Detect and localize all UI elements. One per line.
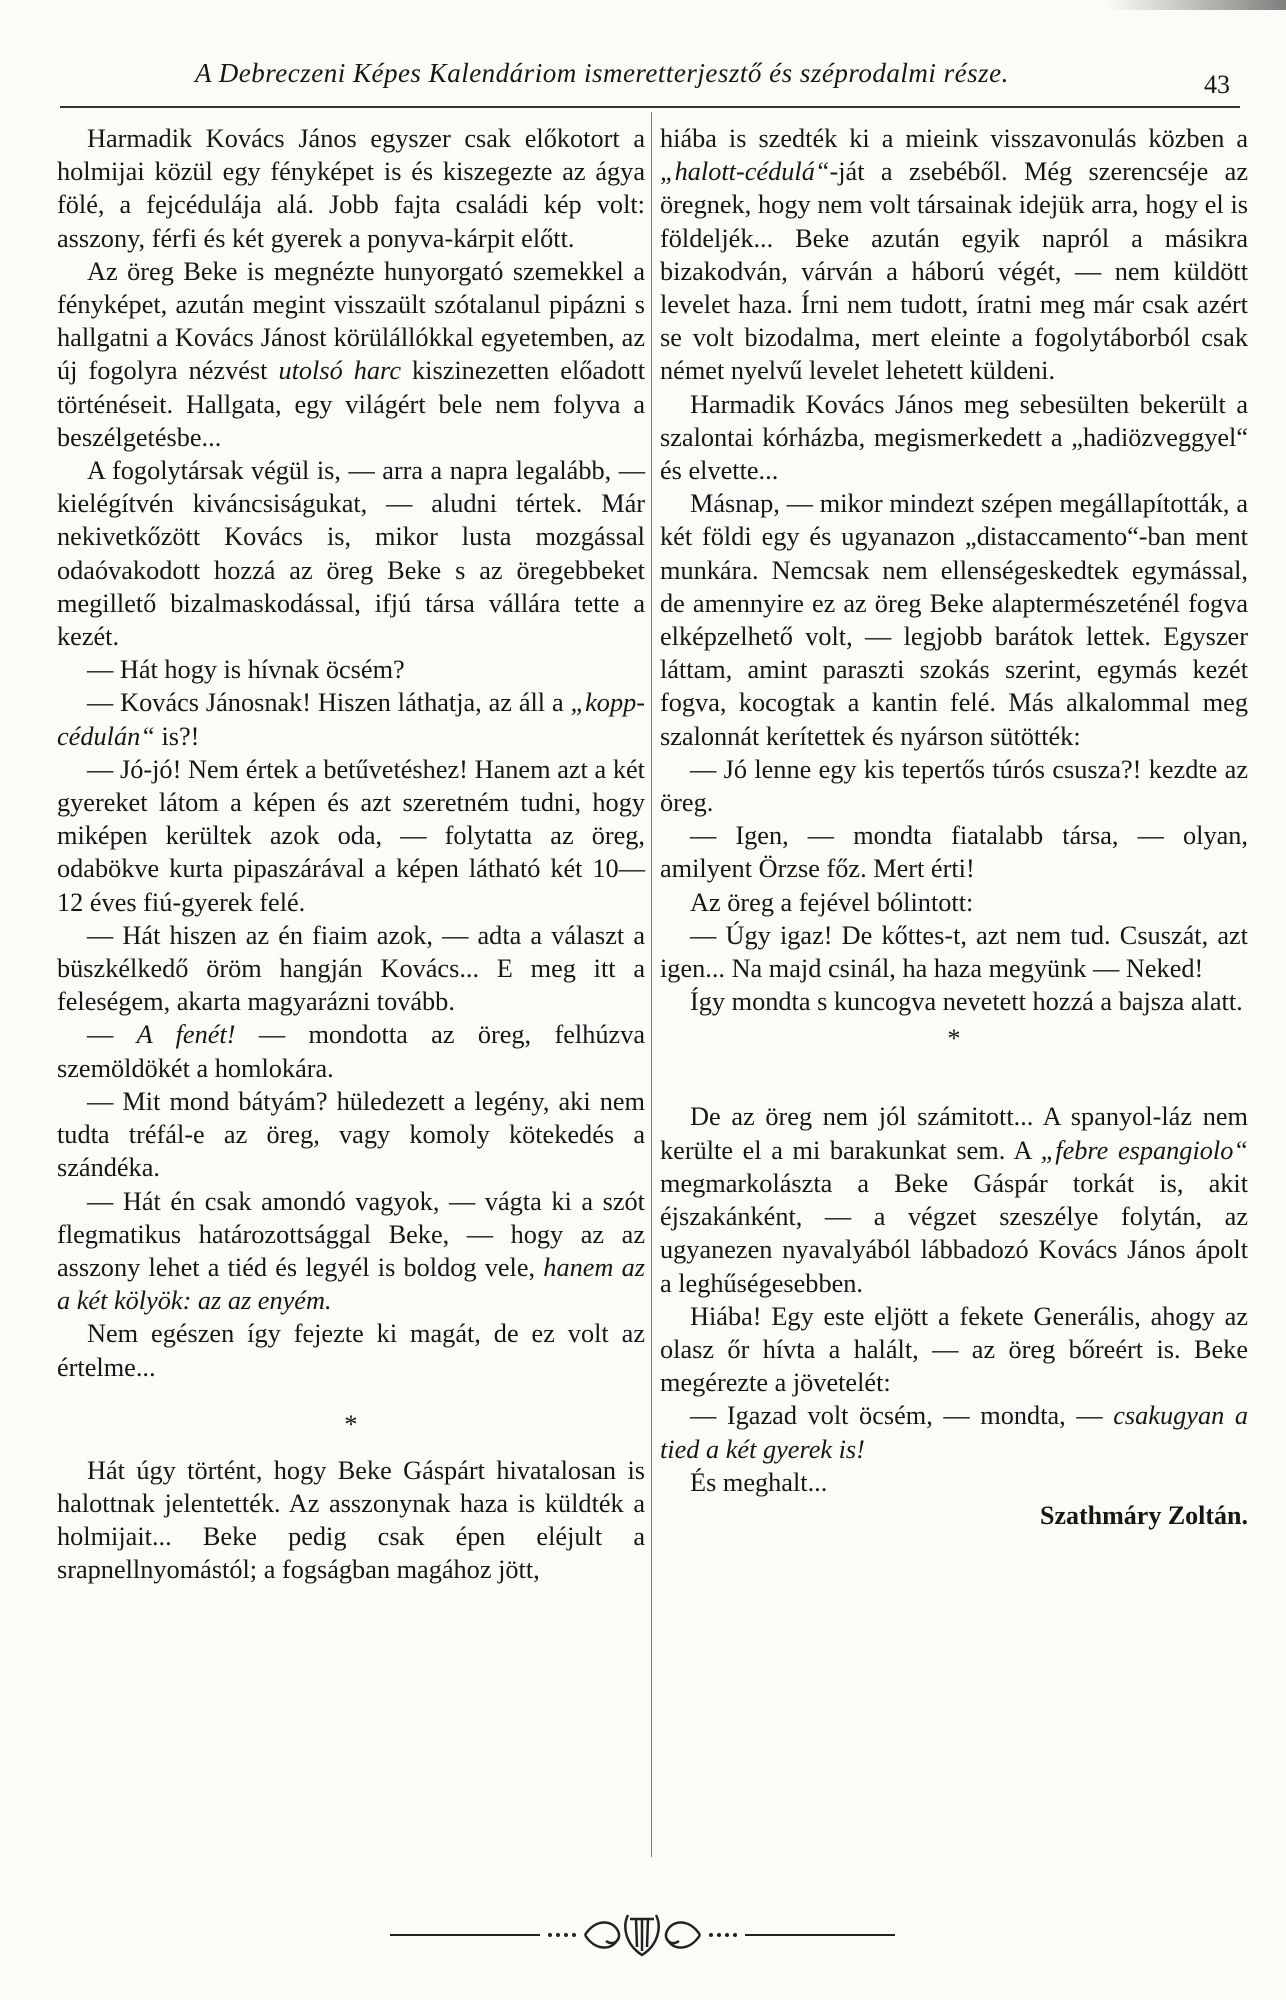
author-signature: Szathmáry Zoltán. xyxy=(1040,1500,1248,1530)
paragraph: hiába is szedték ki a mieink visszavonulás közben a „halott-cédulá“-ját a zsebéből. Még szerencséje az öregnek, hogy nem volt társainak idejük arra, hogy el is földeljék... Beke azután egyik napról a másikra bizakodván, várván a háború végét, — nem küldött levelet haza. Írni nem tudott, íratni meg már csak azért se volt bizodalma, mert eleinte a fogolytáborból csak német nyelvű levelet lehetett küldeni. xyxy=(660,124,1248,386)
paragraph: Másnap, — mikor mindezt szépen megállapították, a két földi egy és ugyanazon „distaccamento“-ban ment munkára. Nemcsak nem ellenségeskedtek egymással, de amennyire ez az öreg Beke alaptermészeténél fogva elképzelhető volt, — legjobb barátok lettek. Egyszer láttam, amint paraszti szokás szerint, egymás kezét fogva, kocogtak a kantin felé. Más alkalommal meg szalonnát kerítettek és nyárson sütötték: xyxy=(660,489,1248,751)
running-title: A Debreczeni Képes Kalendáriom ismeretterjesztő és széprodalmi része. xyxy=(195,58,1009,88)
dialogue-line: — Hát hiszen az én fiaim azok, — adta a választ a büszkélkedő öröm hangján Kovács... E meg itt a feleségem, akarta magyarázni tovább. xyxy=(57,920,645,1017)
paragraph: Harmadik Kovács János meg sebesülten bekerült a szalontai kórházba, megismerkedett a „hadiözveggyel“ és elvette... xyxy=(660,389,1248,486)
column-divider xyxy=(651,112,652,1857)
paragraph: Az öreg Beke is megnézte hunyorgató szemekkel a fényképet, azután megint visszaült szótalanul pipázni s hallgatni a Kovács Jánost körülállókkal egyetemben, az új fogolyra nézvést utolsó harc kiszinezetten előadott történéseit. Hallgata, egy világért bele nem folyva a beszélgetésbe... xyxy=(57,256,646,452)
paragraph: És meghalt... xyxy=(690,1467,828,1497)
section-separator: * xyxy=(344,1409,358,1439)
dialogue-line: — Úgy igaz! De kőttes-t, azt nem tud. Csuszát, azt igen... Na majd csinál, ha haza megyünk — Neked! xyxy=(660,920,1248,984)
dialogue-line: — Jó-jó! Nem értek a betűvetéshez! Hanem azt a két gyereket látom a képen és azt szeretném tudni, hogy miképen kerültek azok oda, — folytatta az öreg, odabökve kurta pipaszárával a képen látható két 10—12 éves fiú-gyerek felé. xyxy=(57,754,645,917)
dialogue-line: — Kovács Jánosnak! Hiszen láthatja, az áll a „kopp-cédulán“ is?! xyxy=(57,688,645,751)
page-header xyxy=(60,58,1240,108)
dialogue-line: — Mit mond bátyám? hüledezett a legény, aki nem tudta tréfál-e az öreg, vagy komoly kötekedés a szándéka. xyxy=(57,1086,645,1183)
paragraph: Harmadik Kovács János egyszer csak előkotort a holmijai közül egy fényképet is és kiszegezte az ágya fölé, a fejcédulája alá. Jobb fajta családi kép volt: asszony, férfi és két gyerek a ponyva-kárpit előtt. xyxy=(57,124,645,253)
dialogue-line: — Hát hogy is hívnak öcsém? xyxy=(87,655,405,685)
paragraph: A fogolytársak végül is, — arra a napra legalább, — kielégítvén kiváncsiságukat, — aludni tértek. Már nekivetkőzött Kovács is, mikor lusta mozgással odaóvakodott hozzá az öreg Beke s az öregebbeket megillető bizalmaskodással, ifjú társa vállára tette a kezét. xyxy=(57,456,645,652)
paragraph: Hát úgy történt, hogy Beke Gáspárt hivatalosan is halottnak jelentették. Az asszonynak haza is küldték a holmijait... Beke pedig csak épen eléjult a srapnellnyomástól; a fogságban magához jött, xyxy=(57,1455,645,1585)
page-number: 43 xyxy=(1204,70,1230,99)
paragraph: De az öreg nem jól számitott... A spanyol-láz nem kerülte el a mi barakunkat sem. A „febre espangiolo“ megmarkolászta a Beke Gáspár torkát is, akit éjszakánként, — a végzet szeszélye folytán, az ugyanezen nyavalyából lábbadozó Kovács János ápolt a leghűségesebben. xyxy=(660,1102,1248,1298)
dialogue-line: — Jó lenne egy kis tepertős túrós csusza?! kezdte az öreg. xyxy=(660,754,1248,818)
paragraph: Így mondta s kuncogva nevetett hozzá a bajsza alatt. xyxy=(690,987,1243,1017)
dialogue-line: — Igen, — mondta fiatalabb társa, — olyan, amilyent Örzse főz. Mert érti! xyxy=(660,821,1248,884)
left-column xyxy=(57,122,645,1587)
dialogue-line: — Igazad volt öcsém, — mondta, — csakugyan a tied a két gyerek is! xyxy=(660,1401,1248,1464)
lyre-ornament-icon xyxy=(390,1905,895,1965)
paragraph: Hiába! Egy este eljött a fekete Generális, ahogy az olasz őr hívta a halált, — az öreg bőreért is. Beke megérezte a jövetelét: xyxy=(660,1301,1248,1398)
section-separator: * xyxy=(947,1024,961,1054)
paragraph: Nem egészen így fejezte ki magát, de ez volt az értelme... xyxy=(57,1319,645,1382)
dialogue-line: — A fenét! — mondotta az öreg, felhúzva szemöldökét a homlokára. xyxy=(57,1020,646,1083)
right-column xyxy=(660,122,1248,1532)
paragraph: Az öreg a fejével bólintott: xyxy=(690,887,974,917)
scan-edge-mark xyxy=(1106,0,1286,10)
dialogue-line: — Hát én csak amondó vagyok, — vágta ki a szót flegmatikus határozottsággal Beke, — hogy az az asszony lehet a tiéd és legyél is boldog vele, hanem az a két kölyök: az az enyém. xyxy=(57,1186,645,1316)
